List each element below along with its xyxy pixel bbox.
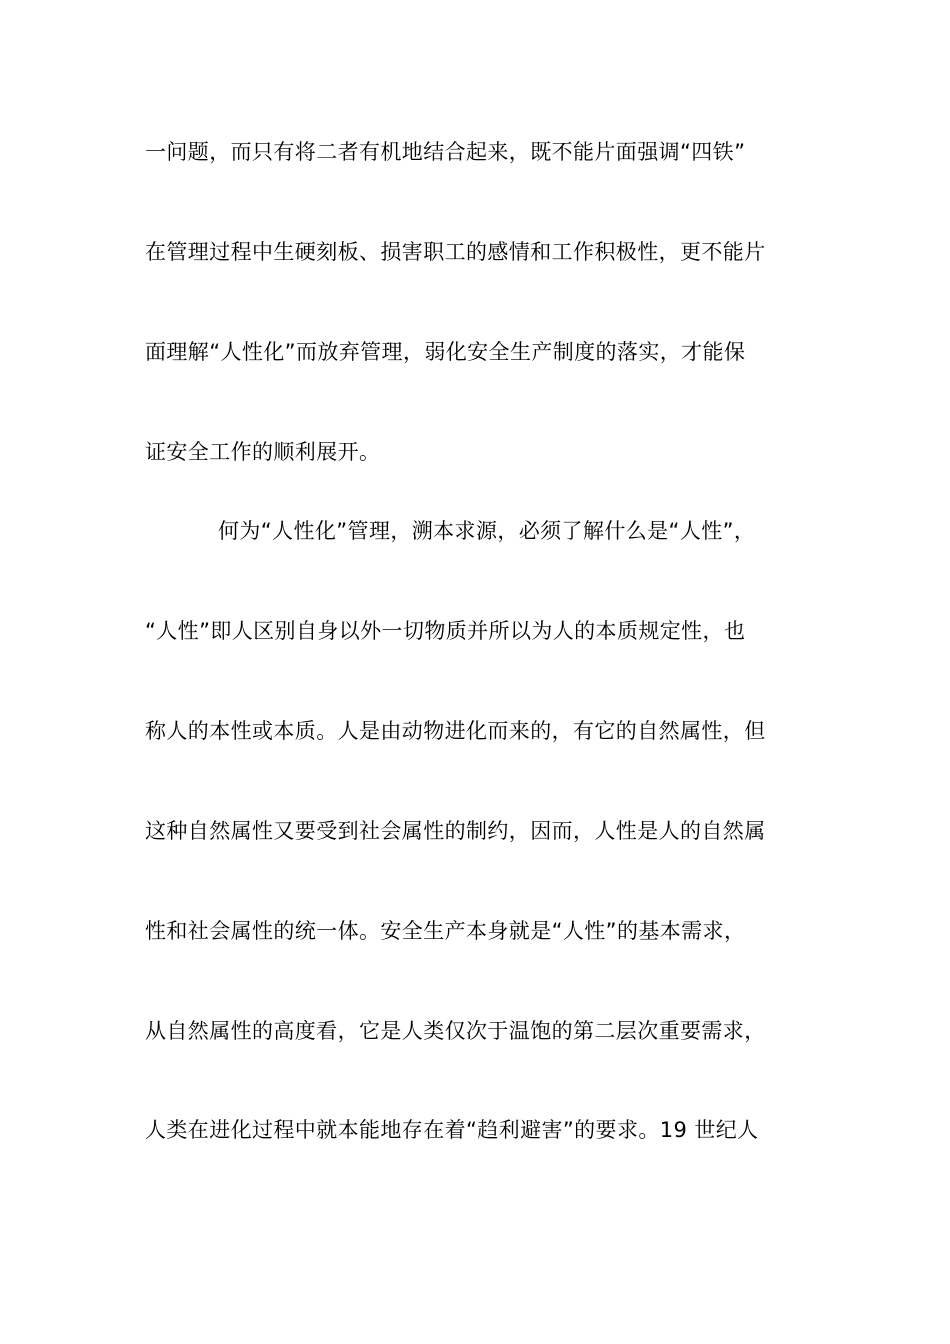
text-line: 性和社会属性的统一体。安全生产本身就是“人性”的基本需求， <box>145 919 746 943</box>
text-line: 从自然属性的高度看，它是人类仅次于温饱的第二层次重要需求， <box>145 1019 766 1043</box>
text-line: 证安全工作的顺利展开。 <box>145 440 381 464</box>
text-line: 面理解“人性化”而放弃管理，弱化安全生产制度的落实，才能保 <box>145 340 746 364</box>
text-line: 这种自然属性又要受到社会属性的制约，因而，人性是人的自然属 <box>145 819 766 843</box>
text-line: 一问题，而只有将二者有机地结合起来，既不能片面强调“四铁” <box>145 140 746 164</box>
text-line: 人类在进化过程中就本能地存在着“趋利避害”的要求。19 世纪人 <box>145 1118 759 1142</box>
text-line: “人性”即人区别自身以外一切物质并所以为人的本质规定性，也 <box>145 619 746 643</box>
paragraph-first-line: 何为“人性化”管理，溯本求源，必须了解什么是“人性”， <box>218 519 756 543</box>
text-line: 称人的本性或本质。人是由动物进化而来的，有它的自然属性，但 <box>145 719 766 743</box>
text-line: 在管理过程中生硬刻板、损害职工的感情和工作积极性，更不能片 <box>145 240 766 264</box>
